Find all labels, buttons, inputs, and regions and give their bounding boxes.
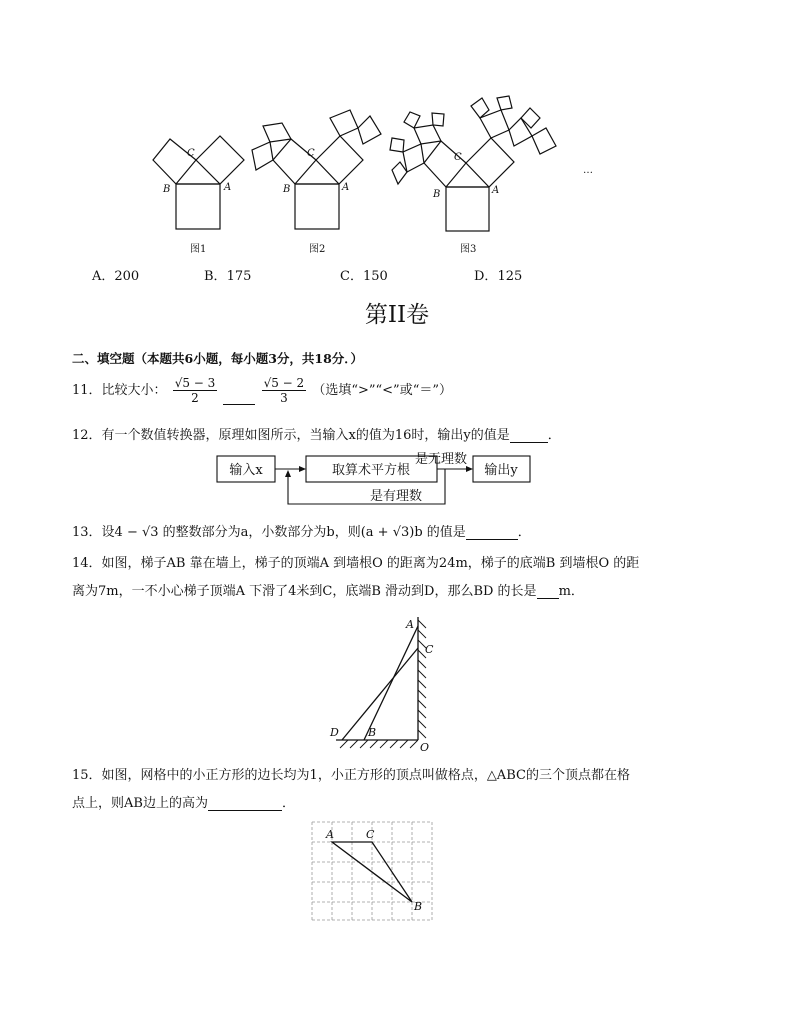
- q13-text: 13．设4 − √3 的整数部分为a，小数部分为b，则(a + √3)b 的值是: [72, 525, 466, 540]
- q14-label-d: D: [330, 726, 339, 739]
- pythagoras-tree-figures: [140, 95, 610, 257]
- fig1-label-c: C: [187, 148, 195, 159]
- flow-output-box: 输出y: [484, 463, 518, 478]
- fig3-label-b: B: [433, 189, 441, 200]
- figure-ellipsis: …: [583, 165, 593, 176]
- q11-fraction-1: $\frac{√5 - 3}{2}$: [174, 376, 216, 405]
- flow-input-box: 输入x: [229, 463, 263, 478]
- q14-answer-blank[interactable]: [537, 584, 559, 599]
- figure-2-caption: 图2: [309, 244, 326, 255]
- option-a[interactable]: A．200: [92, 269, 140, 284]
- q14-label-a: A: [406, 618, 414, 631]
- fig1-label-a: A: [224, 182, 232, 193]
- fig1-label-b: B: [163, 184, 171, 195]
- question-14-line-2: 离为7m，一不小心梯子顶端A 下滑了4米到C，底端B 滑动到D，那么BD 的长是 m．: [72, 584, 584, 599]
- q11-answer-blank[interactable]: [223, 386, 255, 405]
- q14-label-c: C: [425, 643, 434, 656]
- option-c[interactable]: C．150: [340, 269, 388, 284]
- option-d[interactable]: D．125: [474, 269, 523, 284]
- fig3-label-c: C: [454, 152, 462, 163]
- q14-label-o: O: [420, 741, 430, 754]
- pythagoras-tree-figure-2: [252, 110, 381, 229]
- q12-flowchart: [210, 448, 540, 510]
- flow-rational-label: 是有理数: [369, 489, 423, 504]
- pythagoras-tree-figure-3: [390, 96, 556, 231]
- q13-answer-blank[interactable]: [466, 525, 518, 540]
- q15-label-b: B: [414, 900, 423, 913]
- question-11: [72, 376, 452, 405]
- q14-label-b: B: [368, 726, 377, 739]
- q11-fraction-2: $\frac{√5 - 2}{3}$: [263, 376, 305, 405]
- section-title: 第II卷: [364, 302, 430, 328]
- q11-prefix: 11．比较大小：: [72, 383, 167, 398]
- q15-label-a: A: [326, 828, 334, 841]
- question-14-line-1: 14．如图，梯子AB 靠在墙上，梯子的顶端A 到墙根O 的距离为24m，梯子的底端B 到墙根O 的距: [72, 556, 640, 571]
- flow-irrational-label: 是无理数: [414, 452, 468, 467]
- figure-3-caption: 图3: [460, 244, 477, 255]
- fig3-label-a: A: [492, 185, 500, 196]
- q15-label-c: C: [366, 828, 375, 841]
- part-heading: 二、填空题（本题共6小题，每小题3分，共18分．）: [72, 351, 364, 366]
- fig2-label-b: B: [283, 184, 291, 195]
- question-12: 12．有一个数值转换器，原理如图所示，当输入x的值为16时，输出y的值是 ．: [72, 428, 561, 443]
- q12-answer-blank[interactable]: [510, 428, 548, 443]
- figure-1-caption: 图1: [190, 244, 207, 255]
- question-15-line-1: 15．如图，网格中的小正方形的边长均为1，小正方形的顶点叫做格点，△ABC的三个顶点都在格: [72, 768, 630, 783]
- q12-text: 12．有一个数值转换器，原理如图所示，当输入x的值为16时，输出y的值是: [72, 428, 510, 443]
- q11-suffix: （选填“>”“<”或“＝”）: [312, 383, 452, 398]
- question-15-line-2: 点上，则AB边上的高为 ．: [72, 796, 295, 811]
- q14-ladder-figure: [320, 612, 440, 754]
- option-b[interactable]: B．175: [204, 269, 252, 284]
- question-13: 13．设4 − √3 的整数部分为a，小数部分为b，则(a + √3)b 的值是 ．: [72, 525, 531, 540]
- fig2-label-a: A: [342, 182, 350, 193]
- fig2-label-c: C: [307, 148, 315, 159]
- q15-grid-figure: [306, 818, 442, 926]
- q15-answer-blank[interactable]: [208, 796, 282, 811]
- flow-sqrt-box: 取算术平方根: [331, 463, 411, 478]
